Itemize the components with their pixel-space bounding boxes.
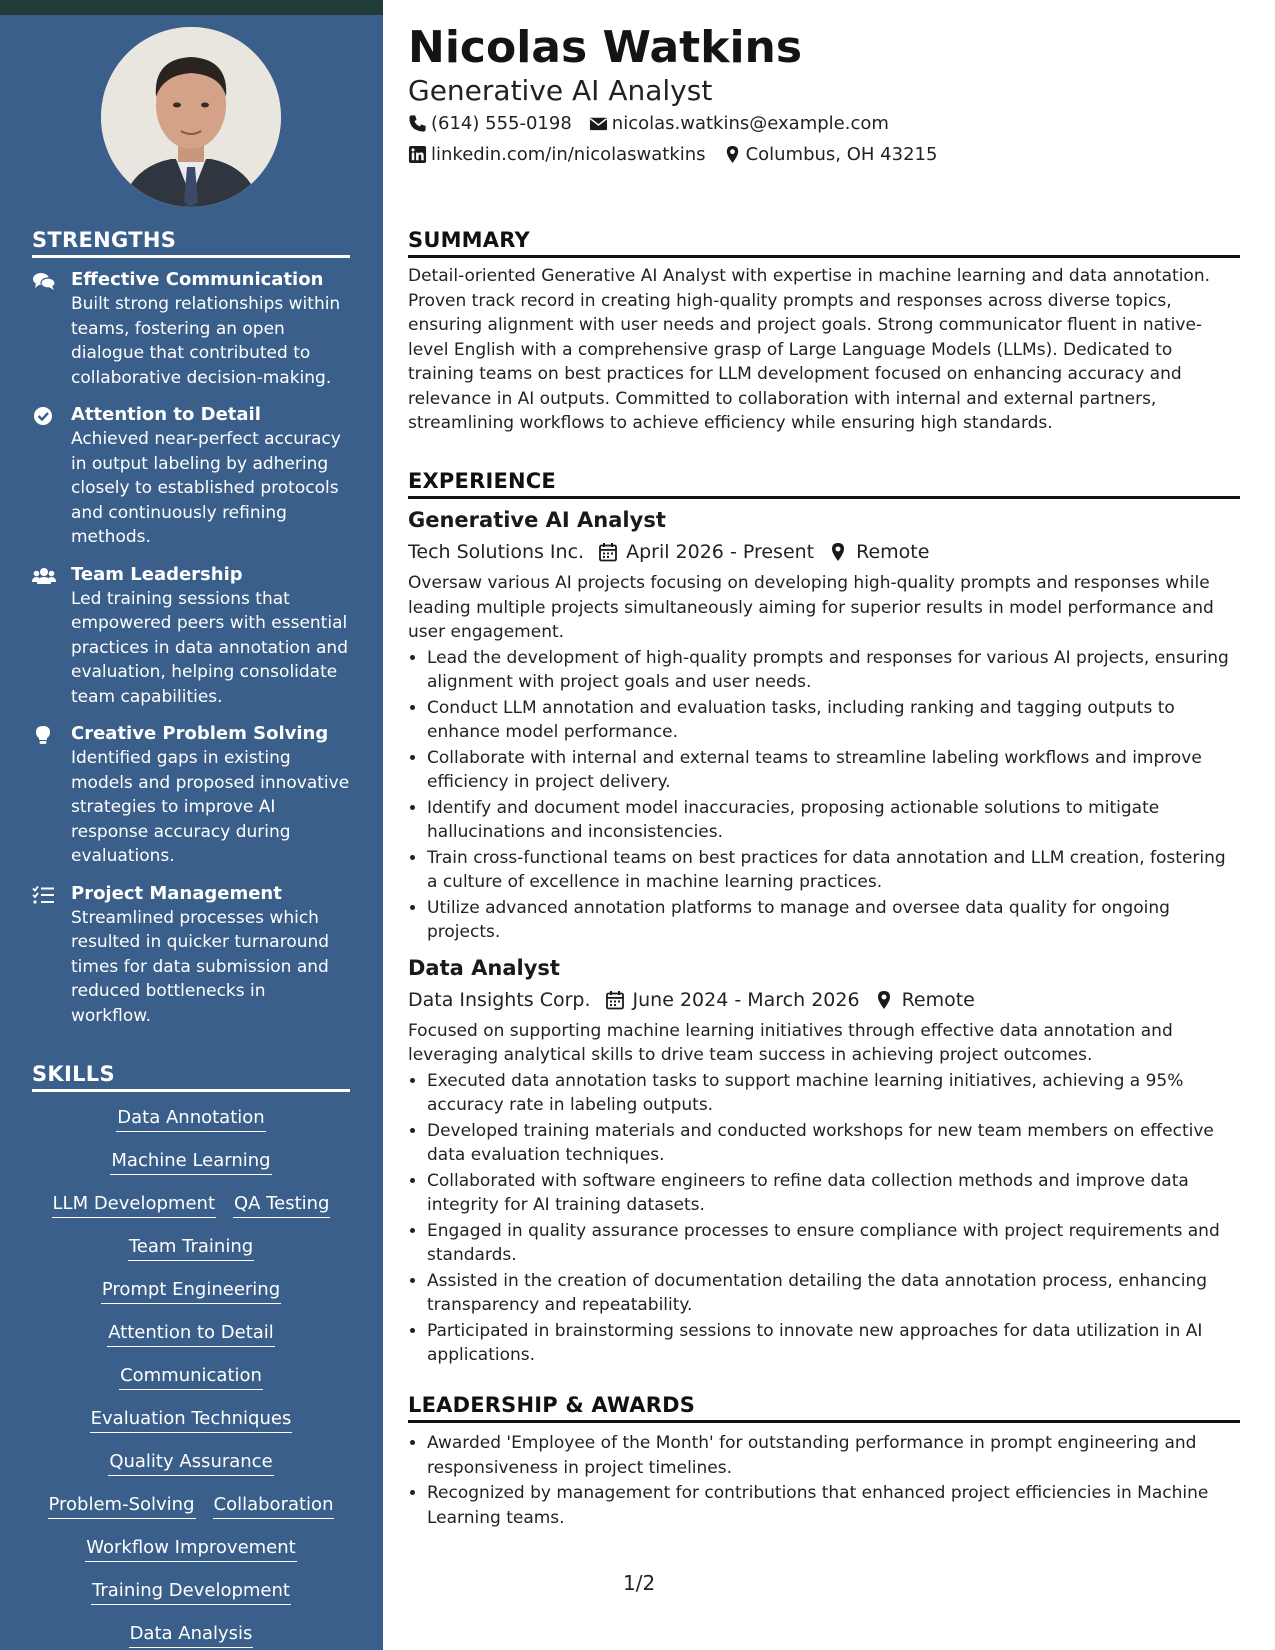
- experience-heading: EXPERIENCE: [408, 469, 1240, 499]
- skill-tag: LLM Development: [52, 1192, 216, 1218]
- strength-title: Attention to Detail: [71, 404, 261, 425]
- sidebar-top-bar: [0, 0, 383, 15]
- job-title: Generative AI Analyst: [408, 508, 666, 532]
- job-bullet: • Utilize advanced annotation platforms to manage and oversee data quality for ongoing projects.: [427, 896, 1240, 945]
- job-location: Remote: [901, 988, 975, 1011]
- leadership-bullet: • Awarded 'Employee of the Month' for outstanding performance in prompt engineering and responsiveness in project timelines.: [427, 1431, 1240, 1480]
- person-name: Nicolas Watkins: [408, 22, 803, 73]
- job-bullet: • Collaborated with software engineers to refine data collection methods and improve data integrity for AI training datasets.: [427, 1169, 1240, 1218]
- linkedin-icon: [408, 145, 427, 164]
- calendar-icon: [598, 542, 618, 562]
- skill-tag: Data Annotation: [116, 1106, 265, 1132]
- chat-bubbles-icon: [32, 271, 56, 291]
- skill-tag: Communication: [119, 1364, 263, 1390]
- strength-desc: Built strong relationships within teams, fostering an open dialogue that contributed to collaborative decision-making.: [71, 294, 341, 388]
- job-bullet: • Train cross-functional teams on best practices for data annotation and LLM creation, fostering a culture of excellence in machine learning practices.: [427, 846, 1240, 895]
- job-title: Data Analyst: [408, 955, 560, 980]
- phone-contact[interactable]: [408, 113, 572, 134]
- job-bullets: [408, 646, 1240, 945]
- summary-text: Detail-oriented Generative AI Analyst with expertise in machine learning and data annotation. Proven track record in creating high-quality prompts and responses across diverse topics, ensuring alignment with user needs and project goals. Strong communicator fluent in native-level English with a comprehensive grasp of Large Language Models (LLMs). Dedicated to training teams on best practices for LLM development focused on enhancing accuracy and relevance in AI outputs. Committed to collaboration with internal and external partners, streamlining workflows to achieve efficiency while ensuring high standards.: [408, 266, 1211, 433]
- contact-row-2: [408, 144, 937, 165]
- strength-title: Team Leadership: [71, 563, 243, 585]
- strength-item: [32, 268, 350, 390]
- job-bullet: • Executed data annotation tasks to support machine learning initiatives, achieving a 95% accuracy rate in labeling outputs.: [427, 1069, 1240, 1118]
- strength-desc: Streamlined processes which resulted in quicker turnaround times for data submission and reduced bottlenecks in workflow.: [71, 907, 330, 1026]
- strength-item: [32, 722, 350, 869]
- phone-icon: [408, 114, 427, 133]
- experience-section: [408, 469, 1240, 1368]
- skills-list: [32, 1106, 350, 1648]
- sidebar: [0, 0, 383, 1650]
- strength-desc: Achieved near-perfect accuracy in output labeling by adhering closely to established protocols and continuously refining methods.: [71, 429, 341, 547]
- job-bullet: • Engaged in quality assurance processes to ensure compliance with project requirements and standards.: [427, 1219, 1240, 1268]
- avatar-portrait: [101, 27, 281, 207]
- task-list-icon: [32, 885, 56, 905]
- strength-title: Project Management: [71, 882, 282, 904]
- job-bullet: • Assisted in the creation of documentation detailing the data annotation process, enhancing transparency and repeatability.: [427, 1269, 1240, 1318]
- job-bullets: [408, 1069, 1240, 1368]
- map-pin-icon: [723, 145, 742, 164]
- job-bullet: • Developed training materials and conducted workshops for new team members on effective data evaluation techniques.: [427, 1119, 1240, 1168]
- skill-tag: Quality Assurance: [108, 1450, 273, 1476]
- location-contact: [723, 144, 938, 165]
- leadership-heading: LEADERSHIP & AWARDS: [408, 1393, 1240, 1423]
- job-summary: Focused on supporting machine learning initiatives through effective data annotation and leveraging analytical skills to drive team success in achieving project outcomes.: [408, 1020, 1173, 1065]
- calendar-icon: [605, 990, 625, 1010]
- skill-tag: QA Testing: [233, 1192, 330, 1218]
- skill-tag: Prompt Engineering: [101, 1278, 281, 1304]
- skill-tag: Team Training: [128, 1235, 254, 1261]
- email-text: nicolas.watkins@example.com: [611, 113, 889, 134]
- job-entry: [408, 505, 1240, 945]
- skill-tag: Collaboration: [213, 1493, 335, 1519]
- company-name: Data Insights Corp.: [408, 988, 591, 1011]
- strength-item: [32, 882, 350, 1029]
- job-dates: April 2026 - Present: [626, 541, 815, 563]
- strengths-heading: STRENGTHS: [32, 228, 350, 258]
- skill-tag: Machine Learning: [110, 1149, 271, 1175]
- map-pin-icon: [874, 990, 894, 1010]
- leadership-section: [408, 1393, 1240, 1530]
- skill-tag: Data Analysis: [129, 1622, 254, 1648]
- lightbulb-icon: [32, 725, 56, 745]
- linkedin-text: linkedin.com/in/nicolaswatkins: [431, 144, 706, 165]
- strength-title: Creative Problem Solving: [71, 723, 329, 744]
- skills-heading: SKILLS: [32, 1062, 350, 1092]
- map-pin-icon: [828, 542, 848, 562]
- location-text: Columbus, OH 43215: [745, 144, 938, 165]
- strength-desc: Identified gaps in existing models and proposed innovative strategies to improve AI response accuracy during evaluations.: [71, 748, 350, 866]
- skill-tag: Problem-Solving: [48, 1493, 196, 1519]
- job-bullet: • Participated in brainstorming sessions to innovate new approaches for data utilization in AI applications.: [427, 1319, 1240, 1368]
- strength-item: [32, 403, 350, 550]
- skill-tag: Attention to Detail: [107, 1321, 275, 1347]
- summary-heading: SUMMARY: [408, 228, 1240, 258]
- phone-text: (614) 555-0198: [431, 113, 572, 134]
- skill-tag: Workflow Improvement: [85, 1536, 296, 1562]
- page-number: 1/2: [623, 1571, 656, 1595]
- check-circle-icon: [32, 406, 56, 426]
- email-contact[interactable]: [589, 113, 889, 134]
- strengths-section: [32, 228, 350, 1028]
- linkedin-contact[interactable]: [408, 144, 706, 165]
- job-entry: [408, 953, 1240, 1368]
- skill-tag: Training Development: [91, 1579, 291, 1605]
- strength-title: Effective Communication: [71, 269, 324, 290]
- job-dates: June 2024 - March 2026: [632, 988, 860, 1011]
- job-summary: Oversaw various AI projects focusing on developing high-quality prompts and responses while leading multiple projects simultaneously aiming for superior results in model performance and user engagement.: [408, 573, 1214, 642]
- summary-section: [408, 228, 1240, 436]
- job-location: Remote: [856, 541, 930, 563]
- job-bullet: • Collaborate with internal and external teams to streamline labeling workflows and improve efficiency in project delivery.: [427, 746, 1240, 795]
- contact-row-1: [408, 113, 889, 134]
- job-bullet: • Identify and document model inaccuracies, proposing actionable solutions to mitigate hallucinations and inconsistencies.: [427, 796, 1240, 845]
- skills-section: [32, 1062, 350, 1648]
- job-bullet: • Conduct LLM annotation and evaluation tasks, including ranking and tagging outputs to enhance model performance.: [427, 696, 1240, 745]
- skill-tag: Evaluation Techniques: [90, 1407, 293, 1433]
- job-meta: [408, 985, 1240, 1015]
- strength-desc: Led training sessions that empowered peers with essential practices in data annotation and evaluation, helping consolidate team capabilities.: [71, 588, 348, 707]
- leadership-bullet: • Recognized by management for contributions that enhanced project efficiencies in Machine Learning teams.: [427, 1481, 1240, 1530]
- avatar: [101, 27, 281, 207]
- job-bullet: • Lead the development of high-quality prompts and responses for various AI projects, ensuring alignment with project goals and user needs.: [427, 646, 1240, 695]
- company-name: Tech Solutions Inc.: [408, 541, 585, 563]
- job-meta: [408, 537, 1240, 567]
- leadership-bullets: [408, 1431, 1240, 1530]
- envelope-icon: [589, 114, 608, 133]
- job-role: Generative AI Analyst: [408, 74, 713, 107]
- strength-item: [32, 563, 350, 710]
- users-icon: [32, 566, 56, 586]
